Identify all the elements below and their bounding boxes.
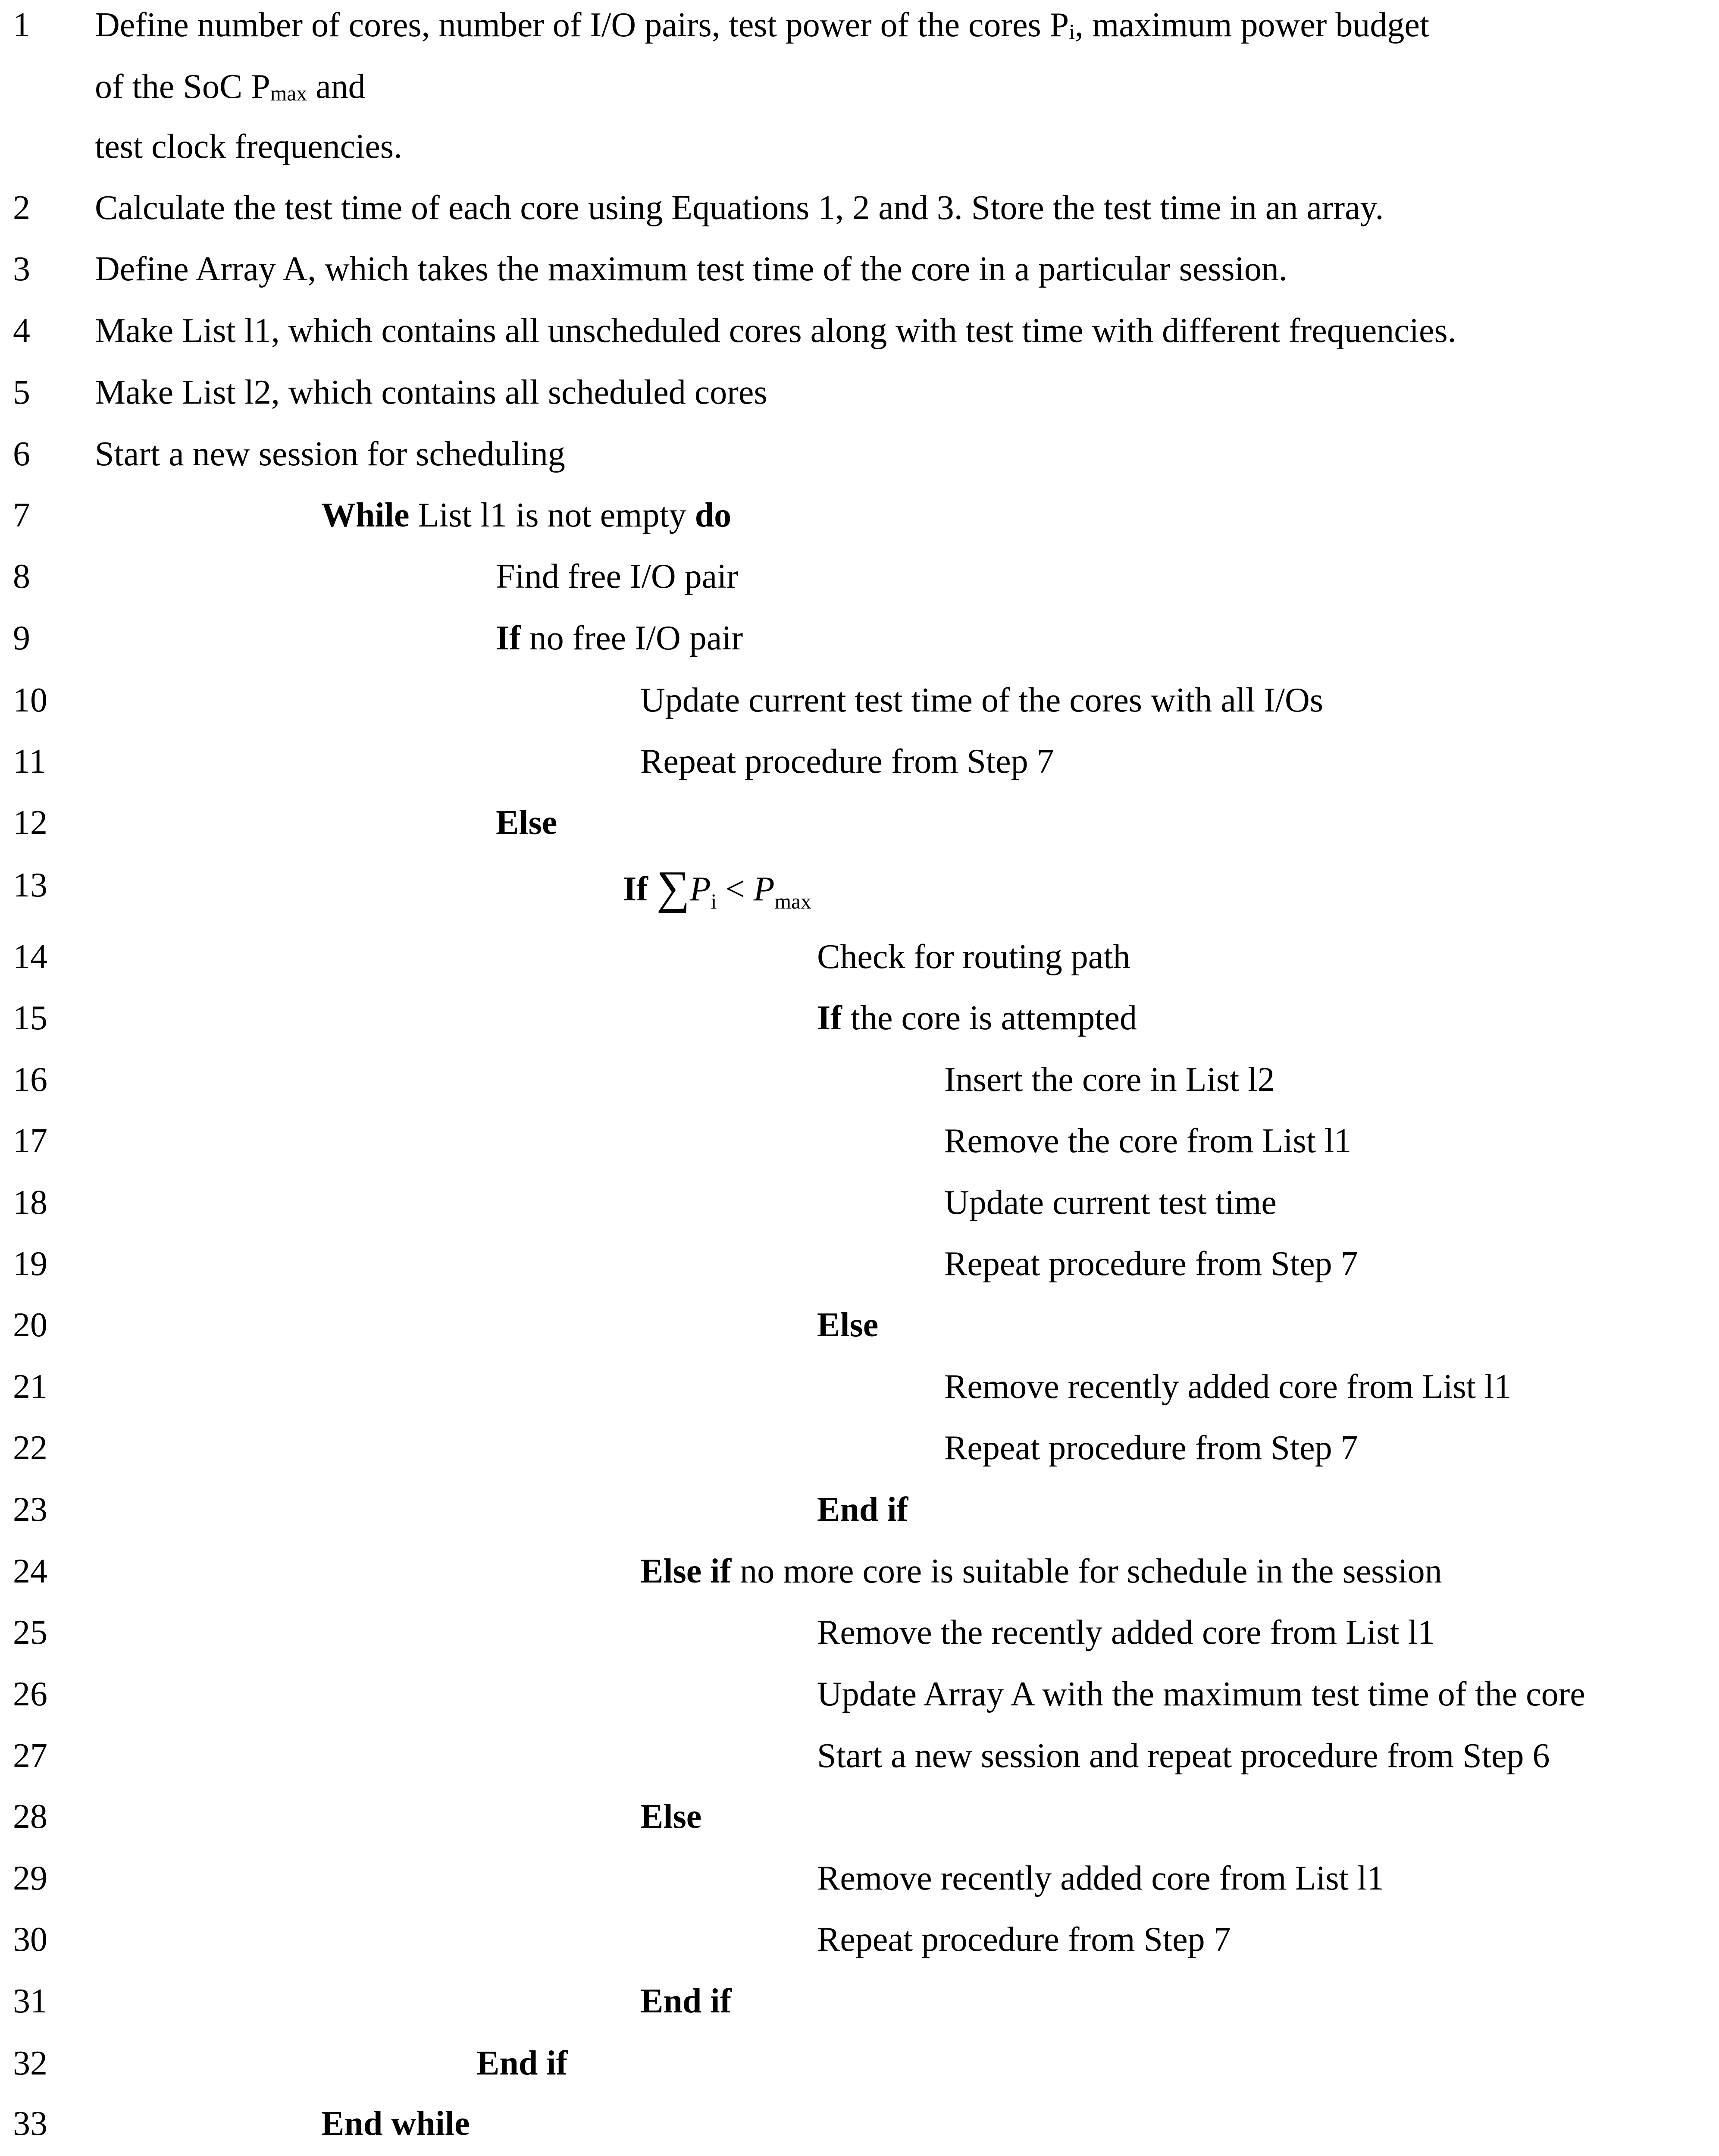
line-text (496, 555, 738, 598)
keyword: Else if (640, 1552, 732, 1590)
text-run: Repeat procedure from Step 7 (944, 1429, 1358, 1467)
line-text (944, 1242, 1358, 1285)
text-run: Update current test time (944, 1184, 1277, 1222)
line-number: 31 (13, 1982, 47, 2020)
line-number: 15 (13, 999, 47, 1037)
text-run: Repeat procedure from Step 7 (640, 743, 1054, 780)
line-text (95, 432, 565, 476)
sum-symbol: ∑ (656, 862, 690, 914)
text-run: Repeat procedure from Step 7 (817, 1921, 1231, 1959)
line-number: 12 (13, 804, 47, 842)
line-number: 20 (13, 1306, 47, 1344)
line-number: 3 (13, 250, 30, 288)
line-text (95, 309, 1456, 352)
text-run: i (711, 889, 717, 913)
text-run: Define Array A, which takes the maximum test time of the core in a particular session. (95, 250, 1287, 288)
text-run: Make List l1, which contains all unscheduled cores along with test time with different frequencies. (95, 312, 1456, 350)
line-text (817, 1918, 1231, 1961)
keyword: If (496, 619, 521, 657)
line-text (95, 186, 1384, 229)
line-text (640, 1550, 1442, 1593)
line-number: 29 (13, 1859, 47, 1897)
line-text (817, 1857, 1384, 1900)
text-run: Update current test time of the cores with all I/Os (640, 681, 1323, 719)
line-text (321, 494, 731, 537)
line-number: 8 (13, 558, 30, 595)
text-run: i (1069, 19, 1075, 44)
line-text (496, 801, 557, 844)
line-text (944, 1119, 1351, 1163)
line-number: 24 (13, 1552, 47, 1590)
line-number: 14 (13, 938, 47, 976)
line-text (496, 617, 743, 660)
line-text (640, 1980, 731, 2023)
line-text (95, 371, 767, 414)
keyword: Else (817, 1306, 879, 1344)
text-run: and (307, 68, 366, 106)
line-text (95, 3, 1429, 51)
line-number: 4 (13, 312, 30, 350)
line-text (944, 1365, 1511, 1408)
text-run: Repeat procedure from Step 7 (944, 1245, 1358, 1283)
keyword: If (623, 870, 648, 908)
text-run: List l1 is not empty (409, 496, 695, 534)
line-text (817, 1488, 908, 1531)
keyword: While (321, 496, 410, 534)
line-number: 30 (13, 1921, 47, 1959)
line-text (817, 997, 1137, 1040)
text-run: Start a new session and repeat procedure from Step 6 (817, 1737, 1550, 1775)
text-run: < (717, 870, 754, 908)
text-run: no more core is suitable for schedule in the session (731, 1552, 1442, 1590)
line-number: 2 (13, 189, 30, 227)
keyword: Else (640, 1798, 702, 1836)
line-number: 6 (13, 435, 30, 473)
text-run: of the SoC P (95, 68, 270, 106)
line-number: 9 (13, 619, 30, 657)
text-run: Remove recently added core from List l1 (817, 1859, 1384, 1897)
text-run: Find free I/O pair (496, 558, 739, 595)
line-text (817, 1734, 1550, 1777)
text-run: Remove recently added core from List l1 (944, 1368, 1512, 1406)
line-text (623, 864, 811, 915)
line-text (817, 1304, 878, 1347)
keyword: End if (640, 1982, 732, 2020)
line-number: 16 (13, 1061, 47, 1099)
text-run: , maximum power budget (1075, 6, 1430, 44)
line-number: 19 (13, 1245, 47, 1283)
text-run: Start a new session for scheduling (95, 435, 565, 473)
text-run: no free I/O pair (520, 619, 743, 657)
text-run: Check for routing path (817, 938, 1130, 976)
line-text (95, 125, 402, 168)
line-number: 21 (13, 1368, 47, 1406)
text-run: Insert the core in List l2 (944, 1061, 1275, 1099)
line-text (944, 1426, 1358, 1470)
line-text (640, 740, 1054, 783)
line-number: 5 (13, 373, 30, 411)
text-run: the core is attempted (842, 999, 1137, 1037)
line-number: 11 (13, 743, 47, 780)
line-text (321, 2102, 470, 2145)
keyword: End if (817, 1491, 908, 1529)
text-run: Update Array A with the maximum test time of the core (817, 1675, 1585, 1713)
text-run: test clock frequencies. (95, 128, 403, 166)
line-text (944, 1181, 1277, 1224)
line-text (817, 1611, 1435, 1654)
keyword: do (695, 496, 732, 534)
keyword: If (817, 999, 842, 1037)
line-text (95, 65, 366, 113)
line-text (817, 1673, 1585, 1716)
text-run: P (689, 870, 711, 908)
text-run (648, 870, 657, 908)
line-number: 23 (13, 1491, 47, 1529)
line-number: 10 (13, 681, 47, 719)
line-number: 17 (13, 1122, 47, 1160)
line-number: 27 (13, 1737, 47, 1775)
line-number: 13 (13, 866, 47, 904)
line-number: 7 (13, 496, 30, 534)
text-run: Remove the core from List l1 (944, 1122, 1352, 1160)
line-number: 22 (13, 1429, 47, 1467)
text-run: Remove the recently added core from List l1 (817, 1614, 1435, 1651)
line-number: 18 (13, 1184, 47, 1222)
line-text (640, 679, 1323, 722)
line-number: 26 (13, 1675, 47, 1713)
line-number: 1 (13, 6, 30, 44)
text-run: P (753, 870, 775, 908)
line-text (476, 2042, 567, 2085)
text-run: max (270, 81, 307, 105)
text-run: max (774, 889, 811, 913)
line-text (944, 1058, 1274, 1101)
line-number: 32 (13, 2044, 47, 2082)
line-number: 33 (13, 2105, 47, 2143)
keyword: Else (496, 804, 557, 842)
line-text (817, 935, 1130, 978)
text-run: Calculate the test time of each core using Equations 1, 2 and 3. Store the test time in an array. (95, 189, 1384, 227)
line-number: 25 (13, 1614, 47, 1651)
text-run: Define number of cores, number of I/O pairs, test power of the cores P (95, 6, 1069, 44)
keyword: End if (476, 2044, 568, 2082)
line-number: 28 (13, 1798, 47, 1836)
keyword: End while (321, 2105, 470, 2143)
line-text (640, 1795, 701, 1838)
line-text (95, 248, 1287, 291)
text-run: Make List l2, which contains all scheduled cores (95, 373, 767, 411)
